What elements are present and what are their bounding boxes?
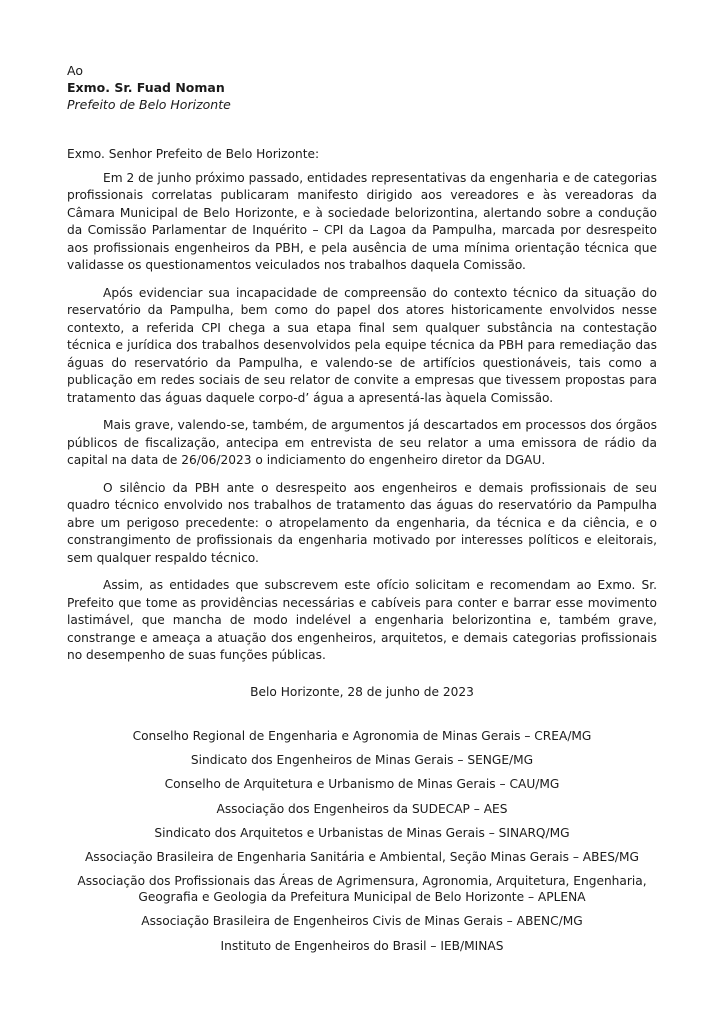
letter-paragraph: Mais grave, valendo-se, também, de argumentos já descartados em processos dos órgãos públicos de fiscalização, antecipa em entrevista de seu relator a uma emissora de rádio da capital na data de 26/06/2023 o indiciamento do engenheiro diretor da DGAU. bbox=[67, 418, 657, 467]
letter-paragraph: Após evidenciar sua incapacidade de compreensão do contexto técnico da situação do reservatório da Pampulha, bem como do papel dos atores historicamente envolvidos nesse contexto, a referida CPI chega a sua etapa final sem qualquer substância na contestação técnica e jurídica dos trabalhos desenvolvidos pela equipe técnica da PBH para remediação das águas do reservatório da Pampulha, e valendo-se de artifícios questionáveis, tais como a publicação em redes sociais de seu relator de convite a empresas que tivessem propostas para tratamento das águas daquele corpo-d’ água a apresentá-las àquela Comissão. bbox=[67, 285, 657, 405]
signatories-list bbox=[67, 728, 657, 962]
signatory: Associação dos Profissionais das Áreas de Agrimensura, Agronomia, Arquitetura, Engenharia, Geografia e Geologia da Prefeitura Municipal de Belo Horizonte – APLENA bbox=[77, 874, 647, 905]
letter-paragraph: Assim, as entidades que subscrevem este ofício solicitam e recomendam ao Exmo. Sr. Prefeito que tome as providências necessárias e cabíveis para conter e barrar esse movimento lastimável, que mancha de modo indelével a engenharia belorizontina e, também grave, constrange e ameaça a atuação dos engenheiros, arquitetos, e demais categorias profissionais no desempenho de suas funções públicas. bbox=[67, 578, 657, 662]
signatory: Associação dos Engenheiros da SUDECAP – AES bbox=[216, 801, 508, 816]
signatory: Associação Brasileira de Engenharia Sanitária e Ambiental, Seção Minas Gerais – ABES/MG bbox=[84, 849, 640, 864]
letter-salutation: Exmo. Senhor Prefeito de Belo Horizonte: bbox=[67, 147, 320, 161]
letter-paragraph: O silêncio da PBH ante o desrespeito aos engenheiros e demais profissionais de seu quadro técnico envolvido nos trabalhos de tratamento das águas do reservatório da Pampulha abre um perigoso precedente: o atropelamento da engenharia, da técnica e da ciência, e o constrangimento de profissionais da engenharia motivado por interesses políticos e eleitorais, sem qualquer respaldo técnico. bbox=[67, 480, 657, 565]
addressee-to: Ao bbox=[67, 63, 83, 78]
signatory: Conselho de Arquitetura e Urbanismo de Minas Gerais – CAU/MG bbox=[164, 777, 560, 792]
signatory: Instituto de Engenheiros do Brasil – IEB/MINAS bbox=[220, 938, 504, 953]
letter-date: Belo Horizonte, 28 de junho de 2023 bbox=[250, 685, 474, 699]
signatory: Conselho Regional de Engenharia e Agronomia de Minas Gerais – CREA/MG bbox=[132, 729, 592, 743]
letter-body bbox=[67, 146, 657, 675]
addressee-block bbox=[67, 62, 231, 113]
letter-paragraph: Em 2 de junho próximo passado, entidades representativas da engenharia e de categorias profissionais correlatas publicaram manifesto dirigido aos vereadores e às vereadoras da Câmara Municipal de Belo Horizonte, e à sociedade belorizontina, alertando sobre a condução da Comissão Parlamentar de Inquérito – CPI da Lagoa da Pampulha, marcada por desrespeito aos profissionais engenheiros da PBH, e pela ausência de uma mínima orientação técnica que validasse os questionamentos veiculados nos trabalhos daquela Comissão. bbox=[67, 170, 657, 272]
addressee-name: Exmo. Sr. Fuad Noman bbox=[67, 80, 225, 95]
signatory: Sindicato dos Arquitetos e Urbanistas de Minas Gerais – SINARQ/MG bbox=[154, 825, 570, 840]
signatory: Associação Brasileira de Engenheiros Civis de Minas Gerais – ABENC/MG bbox=[141, 914, 583, 929]
addressee-role: Prefeito de Belo Horizonte bbox=[67, 97, 231, 112]
signatory: Sindicato dos Engenheiros de Minas Gerais – SENGE/MG bbox=[190, 753, 534, 768]
